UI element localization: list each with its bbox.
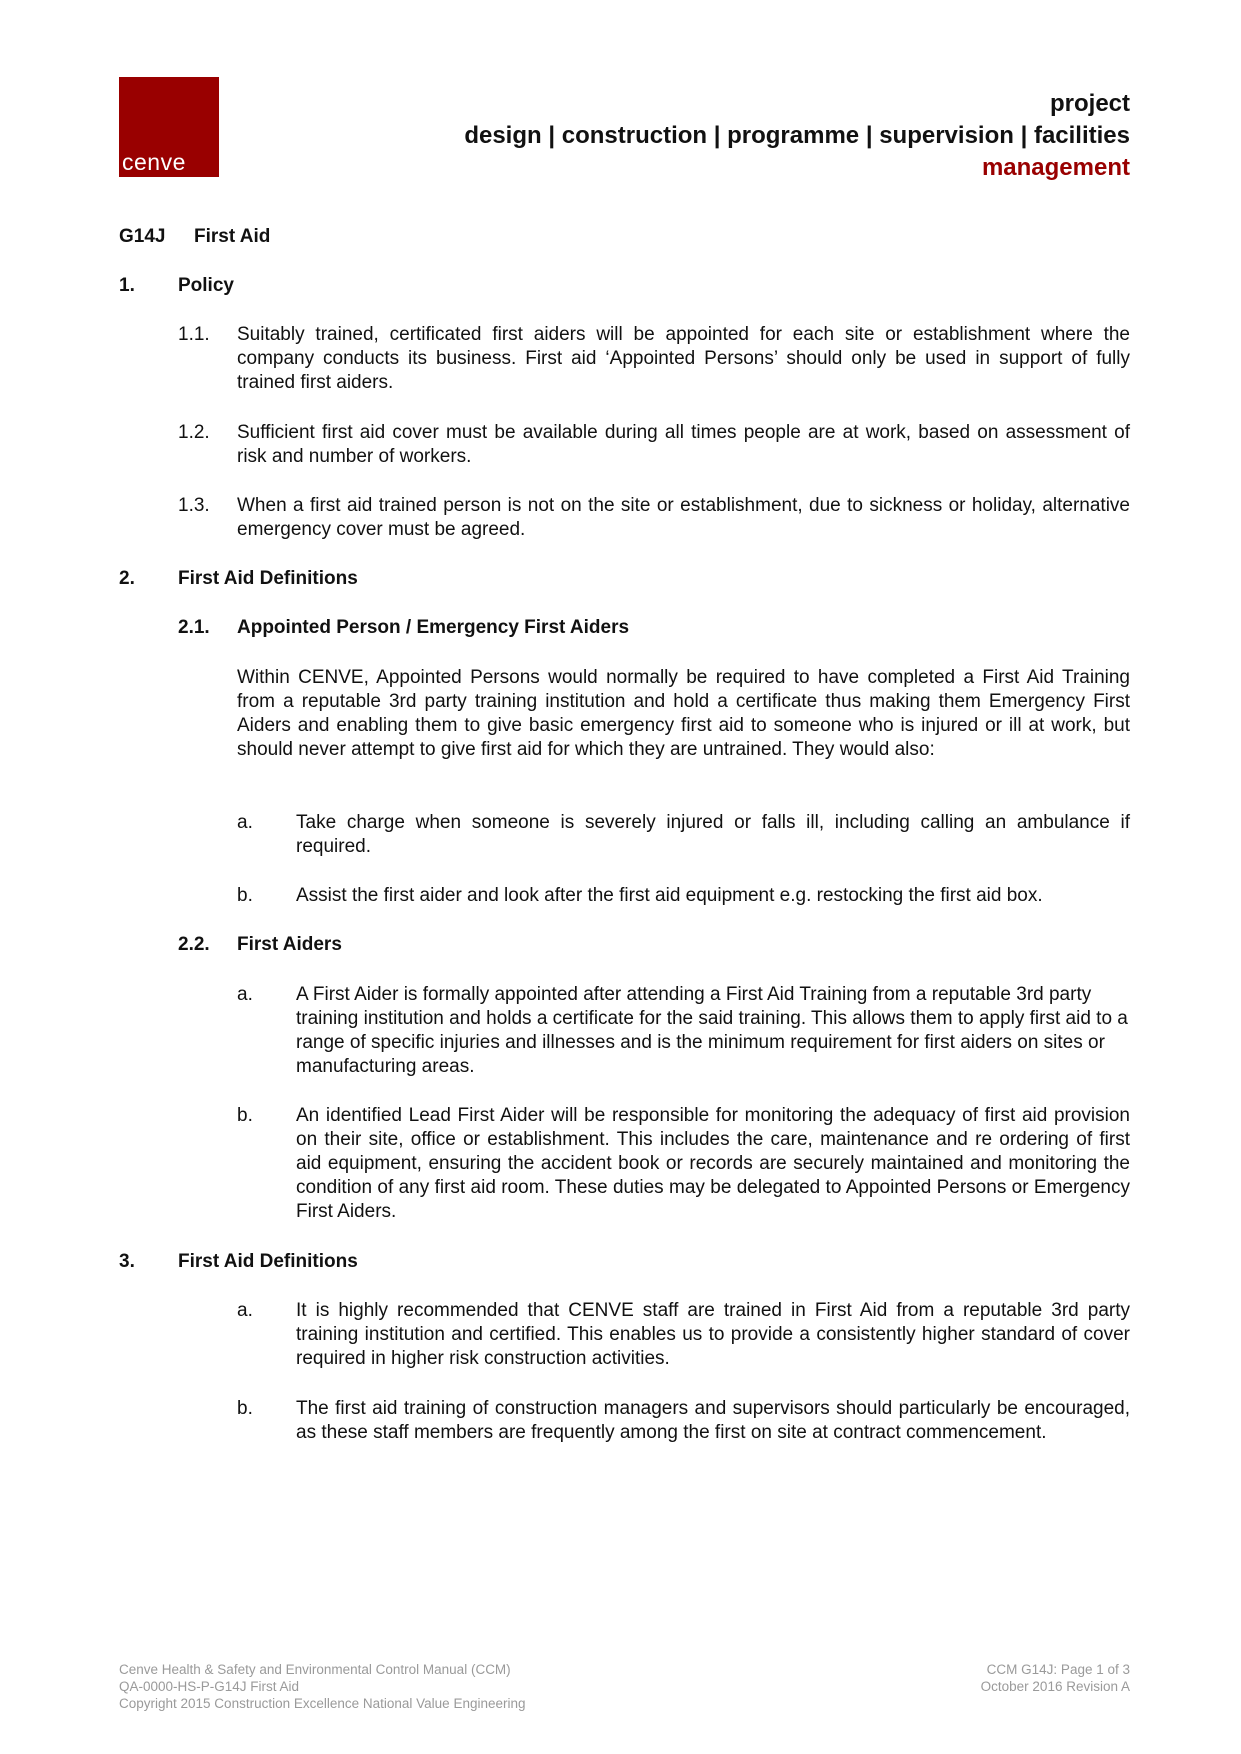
footer-revision: October 2016 Revision A [980, 1679, 1130, 1694]
para-1-1-text: Suitably trained, certificated first aiders will be appointed for each site or establishment where the company conducts its business. First aid ‘Appointed Persons’ should only be used in support of fully trained first aiders. [237, 324, 1130, 393]
footer-page-number: CCM G14J: Page 1 of 3 [986, 1662, 1130, 1677]
logo-text: cenve [122, 149, 186, 175]
item-2-2-a-label: a. [237, 984, 253, 1005]
subsection-2-2-number: 2.2. [178, 934, 210, 955]
section-3-number: 3. [119, 1251, 135, 1272]
subsection-2-1-title: Appointed Person / Emergency First Aiders [237, 617, 630, 638]
para-1-2-number: 1.2. [178, 422, 210, 443]
section-2-number: 2. [119, 568, 135, 589]
item-3-b-label: b. [237, 1398, 253, 1419]
section-3-title: First Aid Definitions [178, 1251, 358, 1272]
footer-manual-title: Cenve Health & Safety and Environmental Control Manual (CCM) [119, 1662, 511, 1677]
header-tagline [464, 88, 1130, 184]
subsection-2-1-number: 2.1. [178, 617, 210, 638]
footer-right [981, 1661, 1130, 1695]
item-2-1-b-label: b. [237, 885, 253, 906]
para-1-3-text: When a first aid trained person is not on the site or establishment, due to sickness or holiday, alternative emergency cover must be agreed. [237, 495, 1130, 540]
item-3-a-text: It is highly recommended that CENVE staff are trained in First Aid from a reputable 3rd party training institution and certified. This enables us to provide a consistently higher standard of cover required in higher risk construction activities. [296, 1300, 1130, 1369]
item-3-b-text: The first aid training of construction managers and supervisors should particularly be encouraged, as these staff members are frequently among the first on site at contract commencement. [296, 1398, 1130, 1443]
tagline-line-3: management [981, 154, 1130, 181]
subsection-2-1-intro: Within CENVE, Appointed Persons would normally be required to have completed a First Aid Training from a reputable 3rd party training institution and hold a certificate thus making them Emergency First Aiders and enabling them to give basic emergency first aid to someone who is injured or ill at work, but should never attempt to give first aid for which they are untrained. They would also: [237, 667, 1130, 760]
item-2-2-b-label: b. [237, 1105, 253, 1126]
tagline-line-1: project [1049, 90, 1130, 117]
para-1-3-number: 1.3. [178, 495, 210, 516]
tagline-line-2: design | construction | programme | supervision | facilities [464, 122, 1130, 149]
section-2-title: First Aid Definitions [178, 568, 358, 589]
para-1-1-number: 1.1. [178, 324, 210, 345]
footer-left [119, 1661, 526, 1712]
item-2-2-b-text: An identified Lead First Aider will be responsible for monitoring the adequacy of first aid provision on their site, office or establishment. This includes the care, maintenance and re ordering of first aid equipment, ensuring the accident book or records are securely maintained and monitoring the condition of any first aid room. These duties may be delegated to Appointed Persons or Emergency First Aiders. [296, 1105, 1130, 1222]
item-2-1-a-text: Take charge when someone is severely injured or falls ill, including calling an ambulance if required. [296, 812, 1130, 857]
subsection-2-2-title: First Aiders [237, 934, 342, 955]
item-2-1-b-text: Assist the first aider and look after the first aid equipment e.g. restocking the first aid box. [296, 885, 1043, 906]
cenve-logo [119, 77, 219, 177]
footer-copyright: Copyright 2015 Construction Excellence National Value Engineering [119, 1696, 526, 1711]
doc-code: G14J [119, 226, 166, 247]
item-2-1-a-label: a. [237, 812, 253, 833]
doc-title: First Aid [194, 226, 271, 247]
item-3-a-label: a. [237, 1300, 253, 1321]
section-1-number: 1. [119, 275, 135, 296]
para-1-2-text: Sufficient first aid cover must be available during all times people are at work, based on assessment of risk and number of workers. [237, 422, 1130, 467]
section-1-title: Policy [178, 275, 234, 296]
item-2-2-a-text: A First Aider is formally appointed after attending a First Aid Training from a reputable 3rd party training institution and holds a certificate for the said training. This allows them to apply first aid to a range of specific injuries and illnesses and is the minimum requirement for first aiders on sites or manufacturing areas. [296, 984, 1128, 1077]
footer-document-ref: QA-0000-HS-P-G14J First Aid [119, 1679, 300, 1694]
